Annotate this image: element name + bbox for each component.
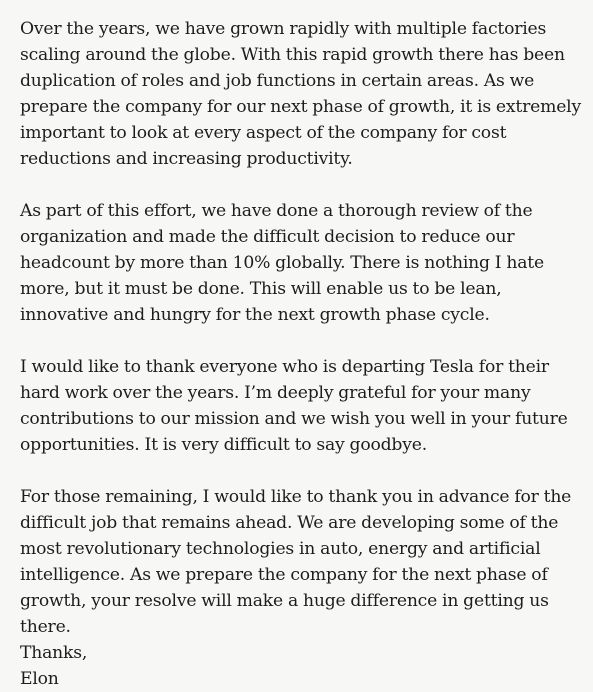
paragraph-growth: Over the years, we have grown rapidly with multiple factories scaling around the globe. With this rapid growth there has been duplication of roles and job functions in certain areas. As we prepare the company for our next phase of growth, it is extremely important to look at every aspect of the company for cost reductions and increasing productivity.: [20, 19, 581, 169]
paragraph-remaining: For those remaining, I would like to thank you in advance for the difficult job that remains ahead. We are developing some of the most revolutionary technologies in auto, energy and artificial intelligence. As we prepare the company for the next phase of growth, your resolve will make a huge difference in getting us there.: [20, 487, 572, 637]
signature: Elon: [20, 669, 59, 689]
closing-line: Thanks,: [20, 643, 88, 663]
paragraph-headcount: As part of this effort, we have done a thorough review of the organization and made the difficult decision to reduce our headcount by more than 10% globally. There is nothing I hate more, but it must be done. This will enable us to be lean, innovative and hungry for the next growth phase cycle.: [20, 201, 544, 325]
paragraph-thanks-departing: I would like to thank everyone who is departing Tesla for their hard work over the years. I’m deeply grateful for your many contributions to our mission and we wish you well in your future opportunities. It is very difficult to say goodbye.: [20, 357, 568, 455]
letter-body: [20, 16, 586, 692]
